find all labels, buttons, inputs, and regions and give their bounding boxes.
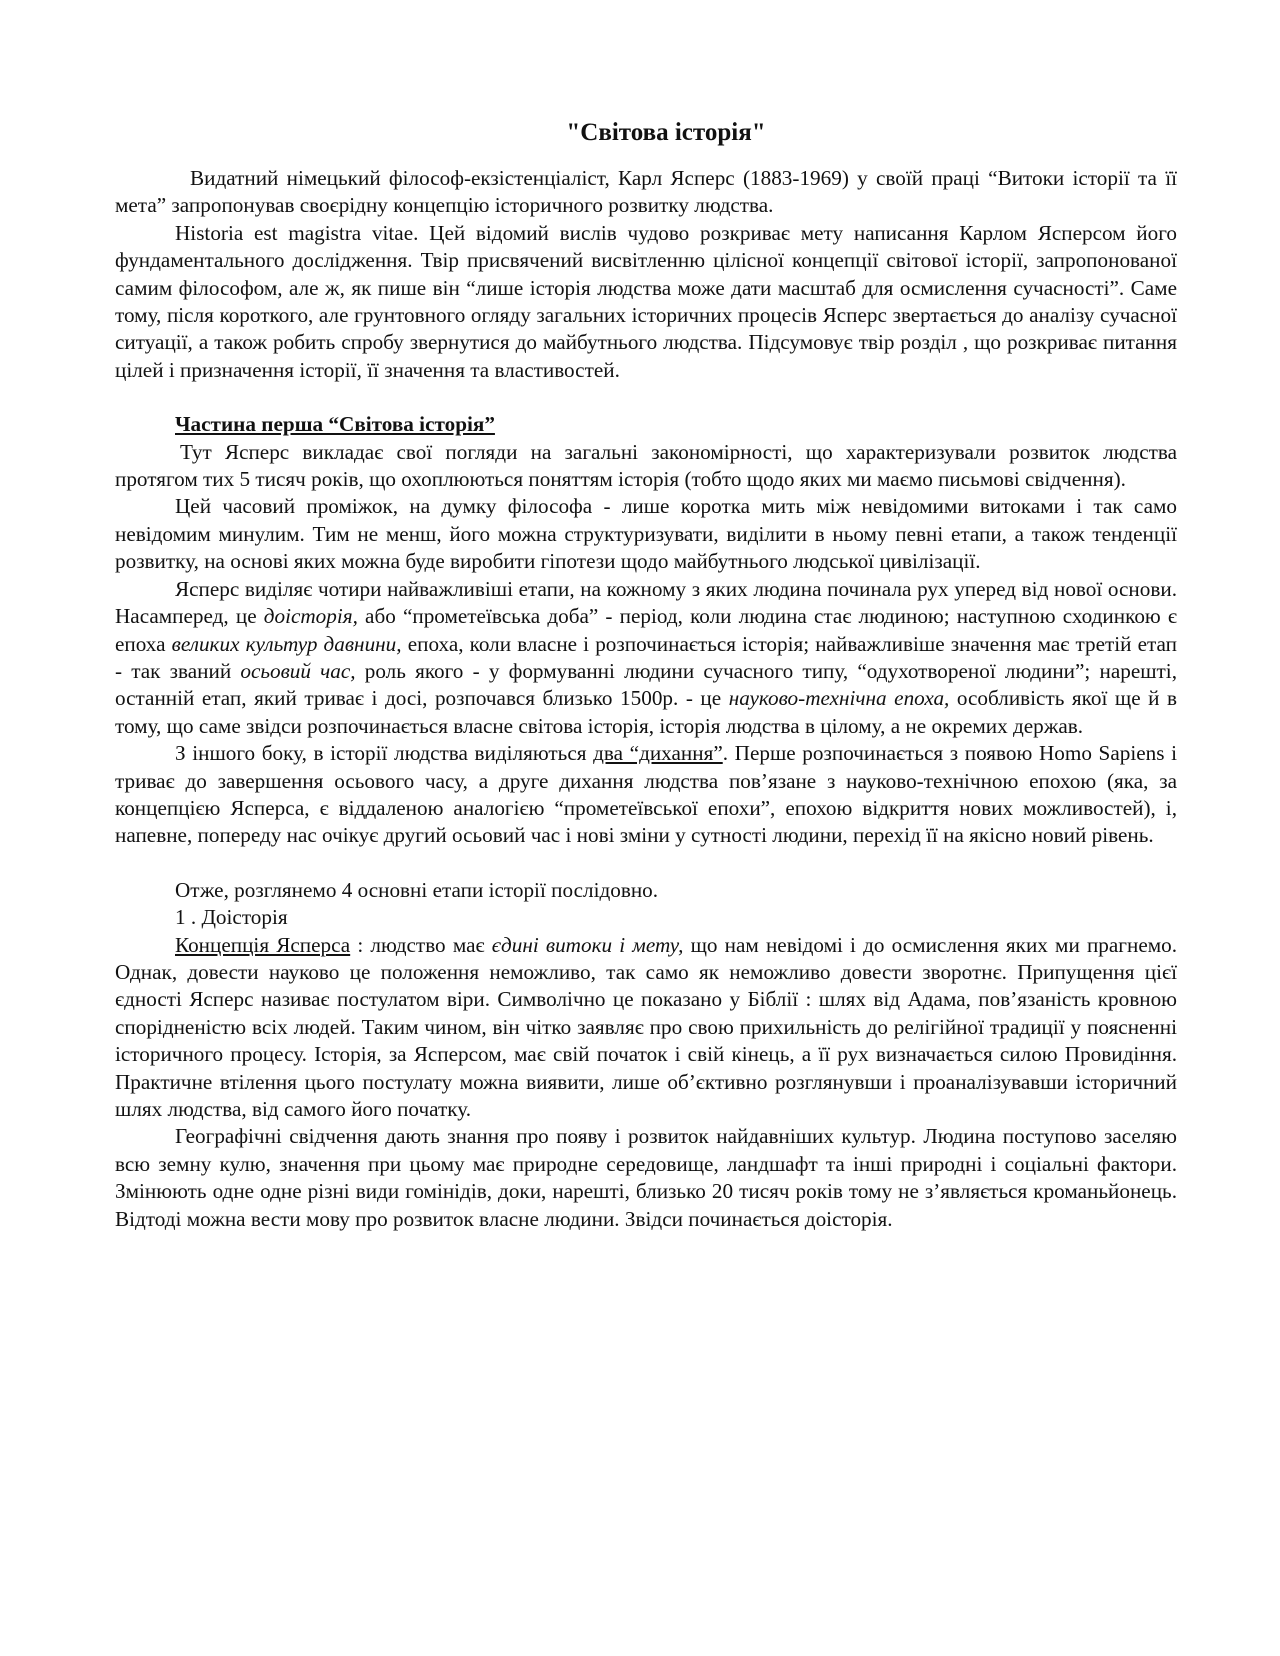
text-run: Ясперс виділяє чотири найважливіші етапи, на кожному з яких людина починала рух уперед від нової основи. Насамперед, це: [115, 576, 1177, 629]
geography-paragraph: Географічні свідчення дають знання про появу і розвиток найдавніших культур. Людина поступово заселяю всю земну кулю, значення при цьому має природне середовище, ландшафт та інші природні і соціальні фактори. Змінюють одне одне різні види гомінідів, доки, нарешті, близько 20 тисяч років тому не з’являється кроманьйонець. Відтоді можна вести мову про розвиток власне людини. Звідси починається доісторія.: [115, 1124, 1177, 1231]
emphasis-prehistory: доісторія,: [263, 604, 358, 629]
text-run: або “прометеївська доба” - період, коли людина стає людиною; наступною сходинкою є епоха: [115, 604, 1177, 656]
section-heading-text: Частина перша “Світова історія”: [175, 412, 495, 437]
stages-intro: Отже, розглянемо 4 основні етапи історії послідовно.: [175, 877, 659, 902]
stage-item-1: 1 . Доісторія: [175, 905, 288, 930]
part1-paragraph-1: Тут Ясперс викладає свої погляди на загальні закономірності, що характеризували розвиток людства протягом тих 5 тисяч років, що охоплюються поняттям історія (тобто щодо яких ми маємо письмові свідчення).: [115, 439, 1177, 492]
emphasis-scientific-era: науково-технічна епоха,: [728, 686, 950, 711]
text-run: роль якого - у формуванні людини сучасного типу, “одухотвореної людини”; нарешті, останній етап, який триває і досі, розпочався близько 1500р. - це: [115, 658, 1177, 711]
spacer: [115, 850, 1177, 877]
text-run: . Перше розпочинається з появою Homo Sapiens і триває до завершення осьового часу, а друге дихання людства пов’язане з науково-технічною епохою (яка, за концепцією Ясперса, є віддаленою аналогією “прометеївської епохи”, епохою відкриття нових можливостей), і, напевне, попереду нас очікує другий осьовий час і нові зміни у сутності людини, перехід її на якісно новий рівень.: [115, 741, 1177, 848]
text-run: епоха, коли власне і розпочинається історія; найважливіше значення має третій етап - так званий: [115, 631, 1177, 683]
emphasis-common-origins: єдині витоки і мету,: [491, 932, 684, 957]
part1-paragraph-3: [115, 576, 1177, 740]
document-body: [115, 118, 1177, 1233]
text-run: особливість якої ще й в тому, що саме звідси розпочинається власне світова історія, історія людства в цілому, а не окремих держав.: [115, 686, 1177, 738]
concept-label: Концепція Ясперса: [175, 932, 351, 957]
emphasis-ancient-cultures: великих культур давнини,: [171, 631, 402, 656]
text-run: що нам невідомі і до осмислення яких ми прагнемо. Однак, довести науково це положення неможливо, так само як неможливо довести зворотнє. Припущення цієї єдності Ясперс називає постулатом віри. Символічно це показано у Біблії : шлях від Адама, пов’язаність кровною спорідненістю всіх людей. Таким чином, він чітко заявляє про свою прихильність до релігійної традиції у поясненні історичного процесу. Історія, за Ясперсом, має свій початок і свій кінець, а її рух визначається силою Провидіння. Практичне втілення цього постулату можна виявити, лише об’єктивно розглянувши і проаналізувавши історичний шлях людства, від самого його початку.: [115, 932, 1178, 1121]
text-run: З іншого боку, в історії людства виділяються: [175, 741, 594, 766]
section-heading: [115, 411, 1177, 438]
part1-paragraph-2: Цей часовий проміжок, на думку філософа - лише коротка мить між невідомими витоками і так само невідомим минулим. Тим не менш, його можна структуризувати, виділити в ньому певні етапи, а також тенденції розвитку, на основі яких можна буде виробити гіпотези щодо майбутнього людської цивілізації.: [115, 494, 1177, 574]
intro-paragraph-2: Historia est magistra vitae. Цей відомий вислів чудово розкриває мету написання Карлом Ясперсом його фундаментального дослідження. Твір присвячений висвітленню цілісної концепції світової історії, запропонованої самим філософом, але ж, як пише він “лише історія людства може дати масштаб для осмислення сучасності”. Саме тому, після короткого, але грунтовного огляду загальних історичних процесів Ясперс звертається до аналізу сучасної ситуації, а також робить спробу звернутися до майбутнього людства. Підсумовує твір розділ , що розкриває питання цілей і призначення історії, її значення та властивостей.: [115, 220, 1177, 382]
spacer: [115, 384, 1177, 411]
part1-paragraph-4: [115, 740, 1177, 850]
concept-paragraph: [115, 932, 1177, 1124]
emphasis-axial-age: осьовий час,: [240, 658, 356, 683]
document-title: "Світова історія": [566, 119, 766, 146]
intro-paragraph-1: Видатний німецький філософ-екзістенціаліст, Карл Ясперс (1883-1969) у своїй праці “Витоки історії та її мета” запропонував своєрідну концепцію історичного розвитку людства.: [115, 166, 1177, 218]
underlined-two-breaths: два “дихання”: [593, 741, 723, 766]
text-run: : людство має: [350, 932, 492, 957]
